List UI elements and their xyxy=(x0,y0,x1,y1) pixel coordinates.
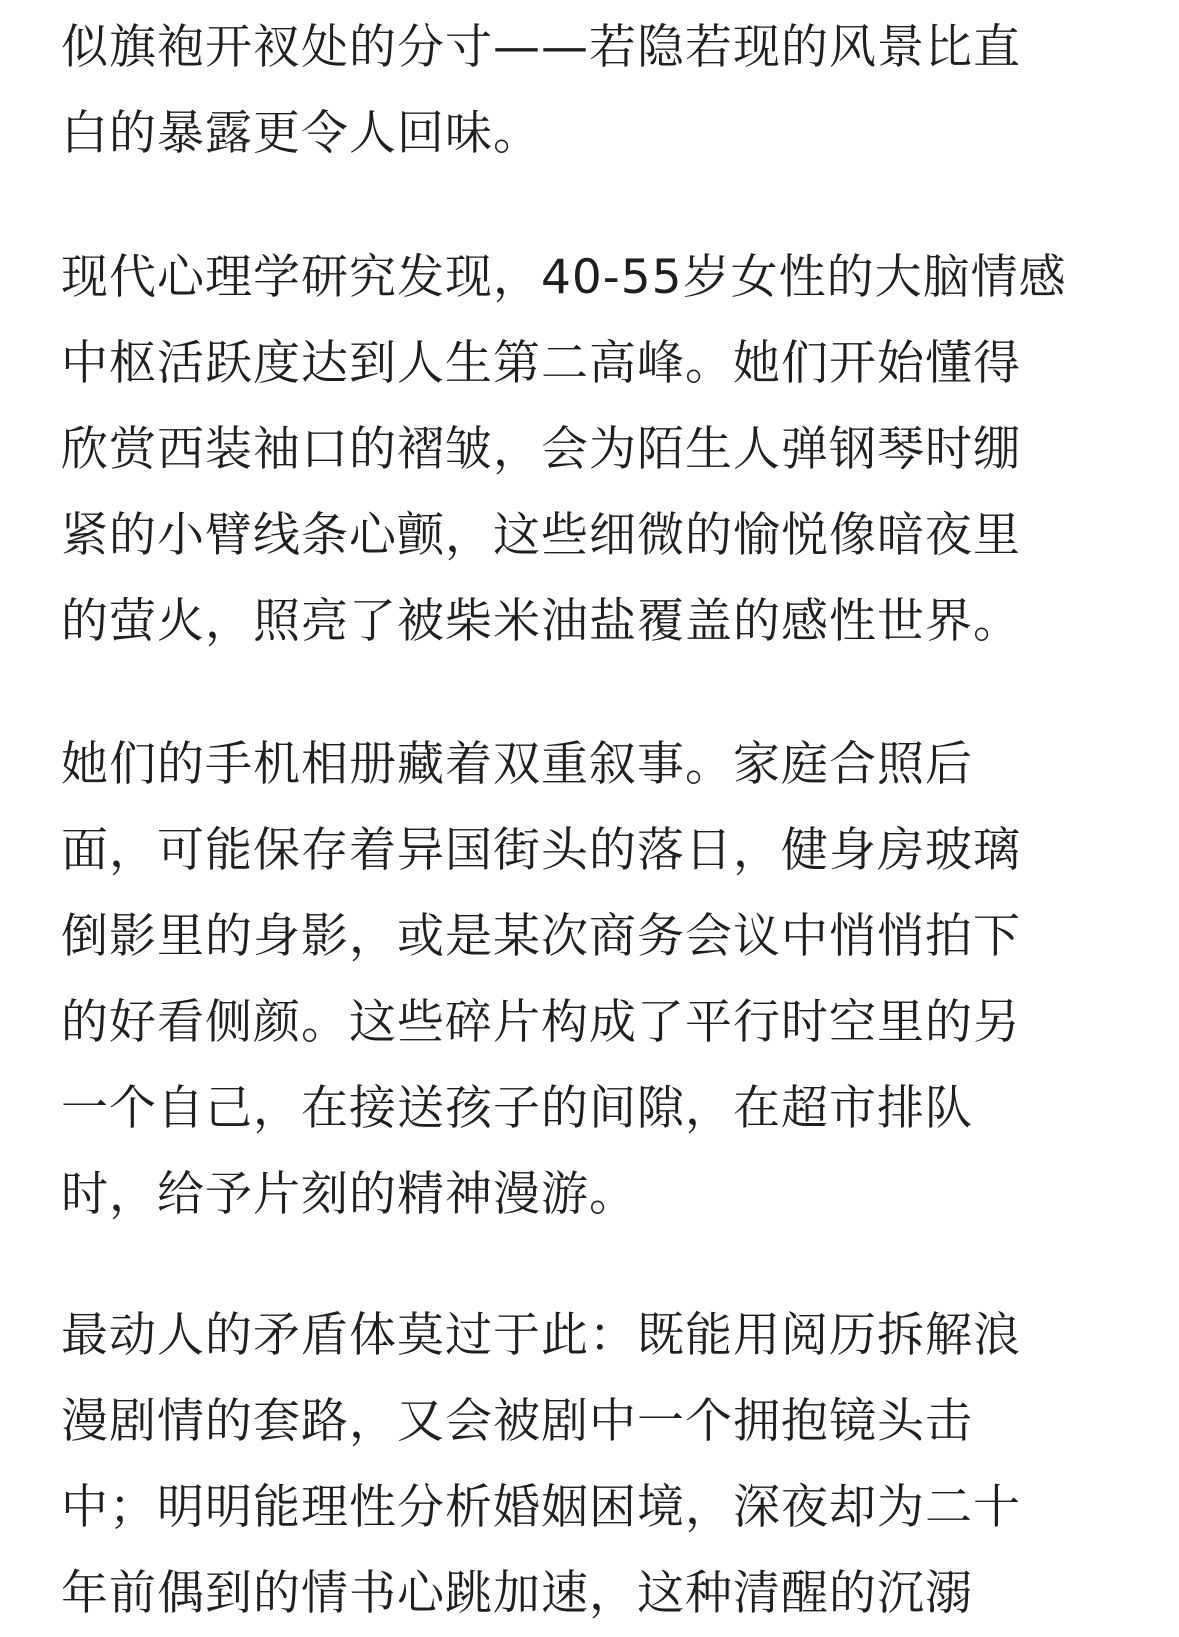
paragraph-2 xyxy=(61,235,1067,665)
text-line: 似旗袍开衩处的分寸——若隐若现的风景比直 xyxy=(61,20,1021,75)
paragraph-3 xyxy=(61,722,1021,1238)
text-line: 白的暴露更令人回味。 xyxy=(61,106,541,161)
text-line: 漫剧情的套路，又会被剧中一个拥抱镜头击 xyxy=(61,1394,973,1449)
text-line: 年前偶到的情书心跳加速，这种清醒的沉溺 xyxy=(61,1566,973,1621)
text-line: 倒影里的身影，或是某次商务会议中悄悄拍下 xyxy=(61,909,1021,964)
text-line: 她们的手机相册藏着双重叙事。家庭合照后 xyxy=(61,737,973,792)
text-line: 紧的小臂线条心颤，这些细微的愉悦像暗夜里 xyxy=(61,508,1021,563)
text-line: 最动人的矛盾体莫过于此：既能用阅历拆解浪 xyxy=(61,1308,1021,1363)
text-line: 中枢活跃度达到人生第二高峰。她们开始懂得 xyxy=(61,336,1021,391)
text-line: 欣赏西装袖口的褶皱，会为陌生人弹钢琴时绷 xyxy=(61,422,1021,477)
text-line: 时，给予片刻的精神漫游。 xyxy=(61,1167,637,1222)
text-line: 现代心理学研究发现，40-55岁女性的大脑情感 xyxy=(61,250,1067,305)
text-line: 的好看侧颜。这些碎片构成了平行时空里的另 xyxy=(61,995,1021,1050)
paragraph-1 xyxy=(61,5,1021,177)
text-line: 面，可能保存着异国街头的落日，健身房玻璃 xyxy=(61,823,1021,878)
text-line: 的萤火，照亮了被柴米油盐覆盖的感性世界。 xyxy=(61,594,1021,649)
text-line: 中；明明能理性分析婚姻困境，深夜却为二十 xyxy=(61,1480,1021,1535)
text-line: 一个自己，在接送孩子的间隙，在超市排队 xyxy=(61,1081,973,1136)
paragraph-4 xyxy=(61,1293,1021,1637)
